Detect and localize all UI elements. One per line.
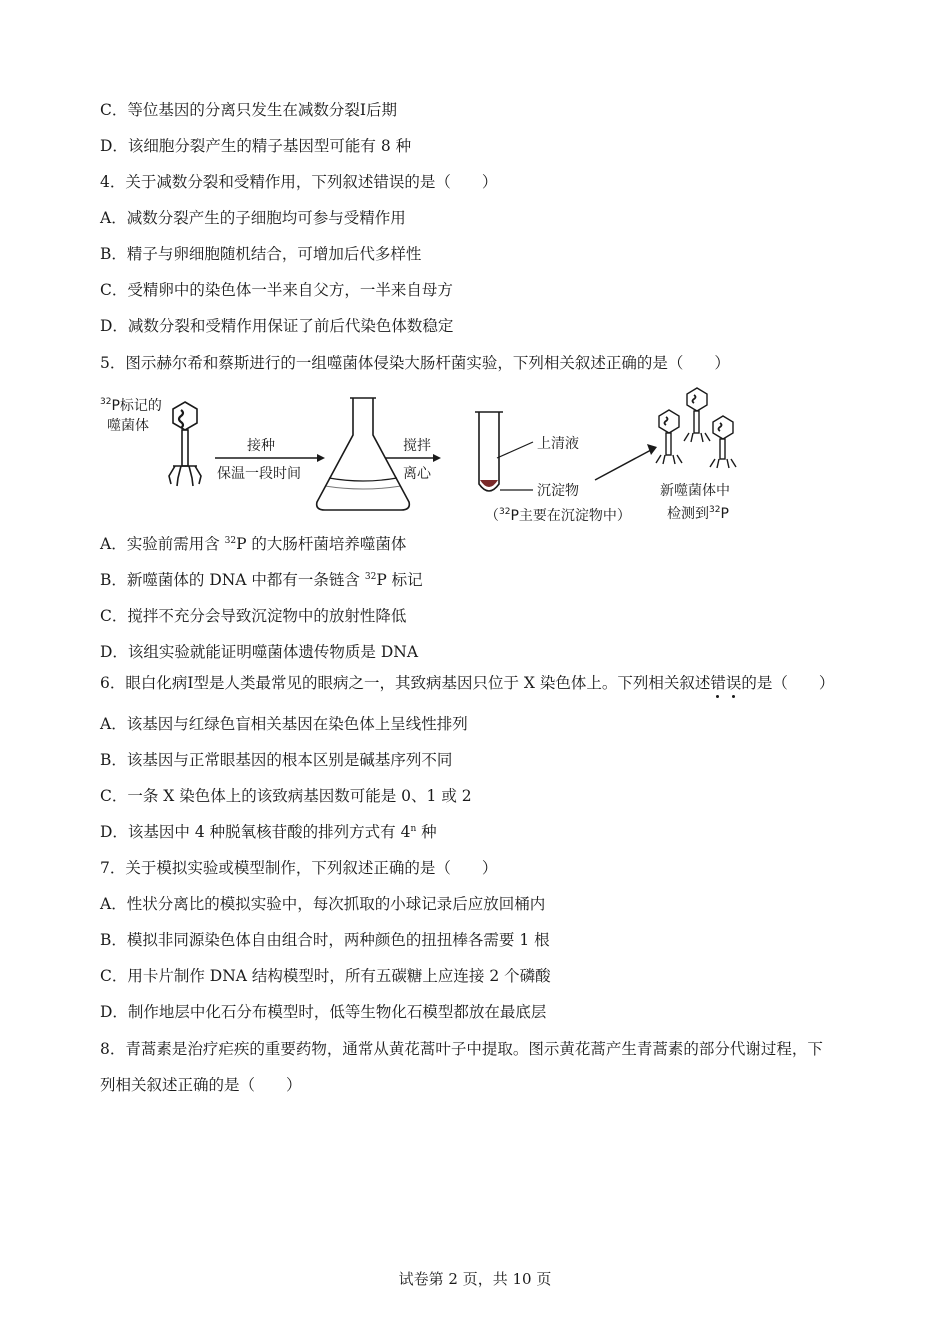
phage-label-line2: 噬菌体 — [107, 418, 149, 434]
emphasized-word: 错误 — [710, 674, 741, 692]
q4-option-d: D．减数分裂和受精作用保证了前后代染色体数稳定 — [100, 317, 454, 335]
arrow-up-right-icon — [647, 444, 657, 455]
q4-option-a: A．减数分裂产生的子细胞均可参与受精作用 — [100, 209, 406, 227]
supernatant-label: 上清液 — [537, 436, 579, 452]
new-phage-icon — [684, 388, 710, 442]
q3-option-d: D．该细胞分裂产生的精子基因型可能有 8 种 — [100, 137, 412, 155]
page-footer: 试卷第 2 页，共 10 页 — [398, 1270, 552, 1288]
new-phage-icon — [656, 410, 682, 464]
arrow2-top-label: 搅拌 — [403, 438, 431, 454]
q6-option-d: D．该基因中 4 种脱氧核苷酸的排列方式有 4$^n$ 种 — [100, 823, 437, 841]
emphasis-dot — [732, 695, 735, 698]
new-phage-icon — [710, 416, 736, 468]
q3-option-c: C．等位基因的分离只发生在减数分裂Ⅰ后期 — [100, 101, 397, 119]
q8-stem-line1: 8．青蒿素是治疗疟疾的重要药物，通常从黄花蒿叶子中提取。图示黄花蒿产生青蒿素的部分代谢过程，下 — [100, 1040, 823, 1058]
test-tube-icon — [475, 412, 503, 491]
q6-option-b: B．该基因与正常眼基因的根本区别是碱基序列不同 — [100, 751, 453, 769]
q8-stem-line2: 列相关叙述正确的是（ ） — [100, 1076, 302, 1094]
phage-label-line1: $^{32}$P标记的 — [100, 397, 162, 414]
arrow-right-icon — [433, 454, 441, 462]
q4-option-b: B．精子与卵细胞随机结合，可增加后代多样性 — [100, 245, 422, 263]
arrow-right-icon — [317, 454, 325, 462]
q7-option-a: A．性状分离比的模拟实验中，每次抓取的小球记录后应放回桶内 — [100, 895, 546, 913]
precipitate-label: 沉淀物 — [537, 483, 579, 499]
arrow1-top-label: 接种 — [247, 438, 275, 454]
q7-option-d: D．制作地层中化石分布模型时，低等生物化石模型都放在最底层 — [100, 1003, 547, 1021]
q7-option-c: C．用卡片制作 DNA 结构模型时，所有五碳糖上应连接 2 个磷酸 — [100, 967, 551, 985]
q7-option-b: B．模拟非同源染色体自由组合时，两种颜色的扭扭棒各需要 1 根 — [100, 931, 550, 949]
q5-option-a: A．实验前需用含 $^{32}$P 的大肠杆菌培养噬菌体 — [100, 535, 407, 553]
q5-stem: 5．图示赫尔希和蔡斯进行的一组噬菌体侵染大肠杆菌实验，下列相关叙述正确的是（ ） — [100, 354, 730, 372]
q5-option-b: B．新噬菌体的 DNA 中都有一条链含 $^{32}$P 标记 — [100, 571, 423, 589]
result-label-line1: 新噬菌体中 — [660, 483, 730, 499]
q4-option-c: C．受精卵中的染色体一半来自父方，一半来自母方 — [100, 281, 453, 299]
q5-option-d: D．该组实验就能证明噬菌体遗传物质是 DNA — [100, 643, 419, 661]
q5-option-c: C．搅拌不充分会导致沉淀物中的放射性降低 — [100, 607, 407, 625]
arrow2-bottom-label: 离心 — [403, 466, 431, 482]
flask-icon — [317, 398, 410, 510]
q7-stem: 7．关于模拟实验或模型制作，下列叙述正确的是（ ） — [100, 859, 498, 877]
precipitate-note: （$^{32}$P主要在沉淀物中） — [485, 507, 631, 524]
q6-option-a: A．该基因与红绿色盲相关基因在染色体上呈线性排列 — [100, 715, 468, 733]
q6-stem: 6．眼白化病Ⅰ型是人类最常见的眼病之一，其致病基因只位于 X 染色体上。下列相关叙述错误 的是（ ） — [100, 673, 834, 693]
q6-option-c: C．一条 X 染色体上的该致病基因数可能是 0、1 或 2 — [100, 787, 472, 805]
q4-stem: 4．关于减数分裂和受精作用，下列叙述错误的是（ ） — [100, 173, 498, 191]
labeled-phage-icon — [169, 402, 201, 486]
result-label-line2: 检测到$^{32}$P — [667, 505, 729, 522]
arrow1-bottom-label: 保温一段时间 — [217, 466, 301, 482]
phage-experiment-diagram — [95, 380, 755, 530]
emphasis-dot — [716, 695, 719, 698]
